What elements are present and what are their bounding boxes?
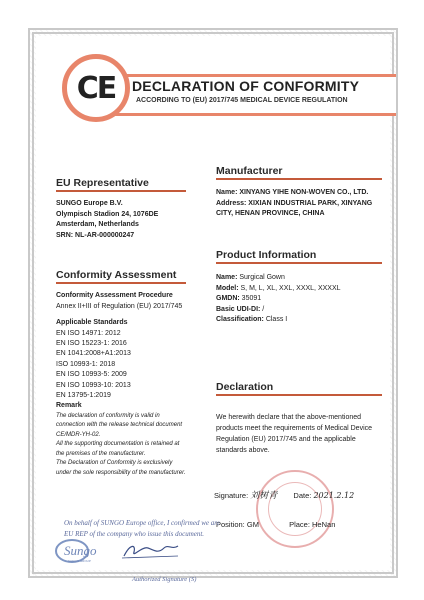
product-class: Class I [265, 316, 288, 324]
position-value: GM [246, 520, 259, 529]
document-subtitle: ACCORDING TO (EU) 2017/745 MEDICAL DEVICE REGULATION [136, 97, 348, 104]
eu-rep-line: Olympisch Stadion 24, 1076DE [56, 210, 159, 218]
authorized-signature-scribble [120, 540, 180, 560]
date-value: 2021.2.12 [313, 491, 355, 500]
position-row [216, 520, 335, 529]
product-name: Surgical Gown [239, 274, 285, 282]
product-model-label: Model: [216, 284, 239, 292]
company-seal [256, 470, 334, 548]
remark-item: The Declaration of Conformity is exclusively under the sole responsibility of the manufacturer. [56, 460, 186, 476]
ce-logo [62, 54, 130, 122]
conformity-section [56, 270, 186, 478]
sungo-logo [54, 538, 124, 564]
header [40, 48, 390, 128]
product-udi: / [262, 305, 265, 313]
declaration-section [216, 382, 382, 456]
date-label: Date: [293, 491, 312, 500]
signature-label: Signature: [214, 491, 249, 500]
logo-subtext: SUNGO GROUP [68, 559, 91, 563]
standard-item: EN ISO 15223-1: 2016 [56, 340, 127, 348]
authorized-signature-caption: Authorized Signature (S) [132, 576, 197, 583]
manufacturer-address-label: Address: [216, 199, 247, 207]
product-gmdn-label: GMDN: [216, 295, 240, 303]
logo-text: Sungo [64, 543, 97, 558]
procedure-value: Annex II+III of Regulation (EU) 2017/745 [56, 302, 183, 310]
declaration-text: We herewith declare that the above-mentioned products meet the requirements of Medical Device Regulation (EU) 2017/745 and the applicable standards above. [216, 414, 373, 455]
eu-rep-line: SRN: NL-AR-000000247 [56, 231, 135, 239]
product-udi-label: Basic UDI-DI: [216, 305, 261, 313]
declaration-heading: Declaration [216, 382, 382, 396]
remark-item: The declaration of conformity is valid in connection with the release technical document CE/MDR-YH-02. [56, 412, 183, 438]
product-name-label: Name: [216, 274, 238, 282]
manufacturer-address: XIXIAN INDUSTRIAL PARK, XINYANG CITY, HENAN PROVINCE, CHINA [216, 199, 373, 218]
product-gmdn: 35091 [241, 295, 262, 303]
remark-label: Remark [56, 402, 82, 410]
ce-mark-text: CE [76, 70, 116, 106]
document-title: DECLARATION OF CONFORMITY [132, 78, 360, 94]
product-section [216, 250, 382, 325]
position-label: Position: [216, 520, 245, 529]
eu-rep-heading: EU Representative [56, 178, 186, 192]
signature-value: 刘树青 [250, 491, 278, 501]
standard-item: EN ISO 10993-5: 2009 [56, 371, 127, 379]
procedure-label: Conformity Assessment Procedure [56, 292, 173, 300]
manufacturer-section [216, 166, 382, 220]
eu-rep-line: Amsterdam, Netherlands [56, 221, 139, 229]
footer-note: On behalf of SUNGO Europe office, I confirmed we are EU REP of the company who issue this document. [64, 519, 220, 538]
standard-item: ISO 10993-1: 2018 [56, 360, 116, 368]
place-label: Place: [289, 520, 310, 529]
eu-rep-section [56, 178, 186, 241]
standard-item: EN 13795-1:2019 [56, 392, 111, 400]
place-value: HeNan [312, 520, 336, 529]
eu-rep-line: SUNGO Europe B.V. [56, 200, 123, 208]
manufacturer-name-label: Name: [216, 189, 238, 197]
product-model: S, M, L, XL, XXL, XXXL, XXXXL [240, 284, 341, 292]
remark-item: All the supporting documentation is retained at the premises of the manufacturer. [56, 441, 180, 457]
product-heading: Product Information [216, 250, 382, 264]
standard-item: EN ISO 10993-10: 2013 [56, 381, 131, 389]
conformity-heading: Conformity Assessment [56, 270, 186, 284]
standard-item: EN 1041:2008+A1:2013 [56, 350, 131, 358]
signature-row [214, 488, 354, 501]
manufacturer-heading: Manufacturer [216, 166, 382, 180]
product-class-label: Classification: [216, 316, 264, 324]
standard-item: EN ISO 14971: 2012 [56, 329, 121, 337]
manufacturer-name: XINYANG YIHE NON-WOVEN CO., LTD. [239, 189, 369, 197]
standards-label: Applicable Standards [56, 319, 128, 327]
